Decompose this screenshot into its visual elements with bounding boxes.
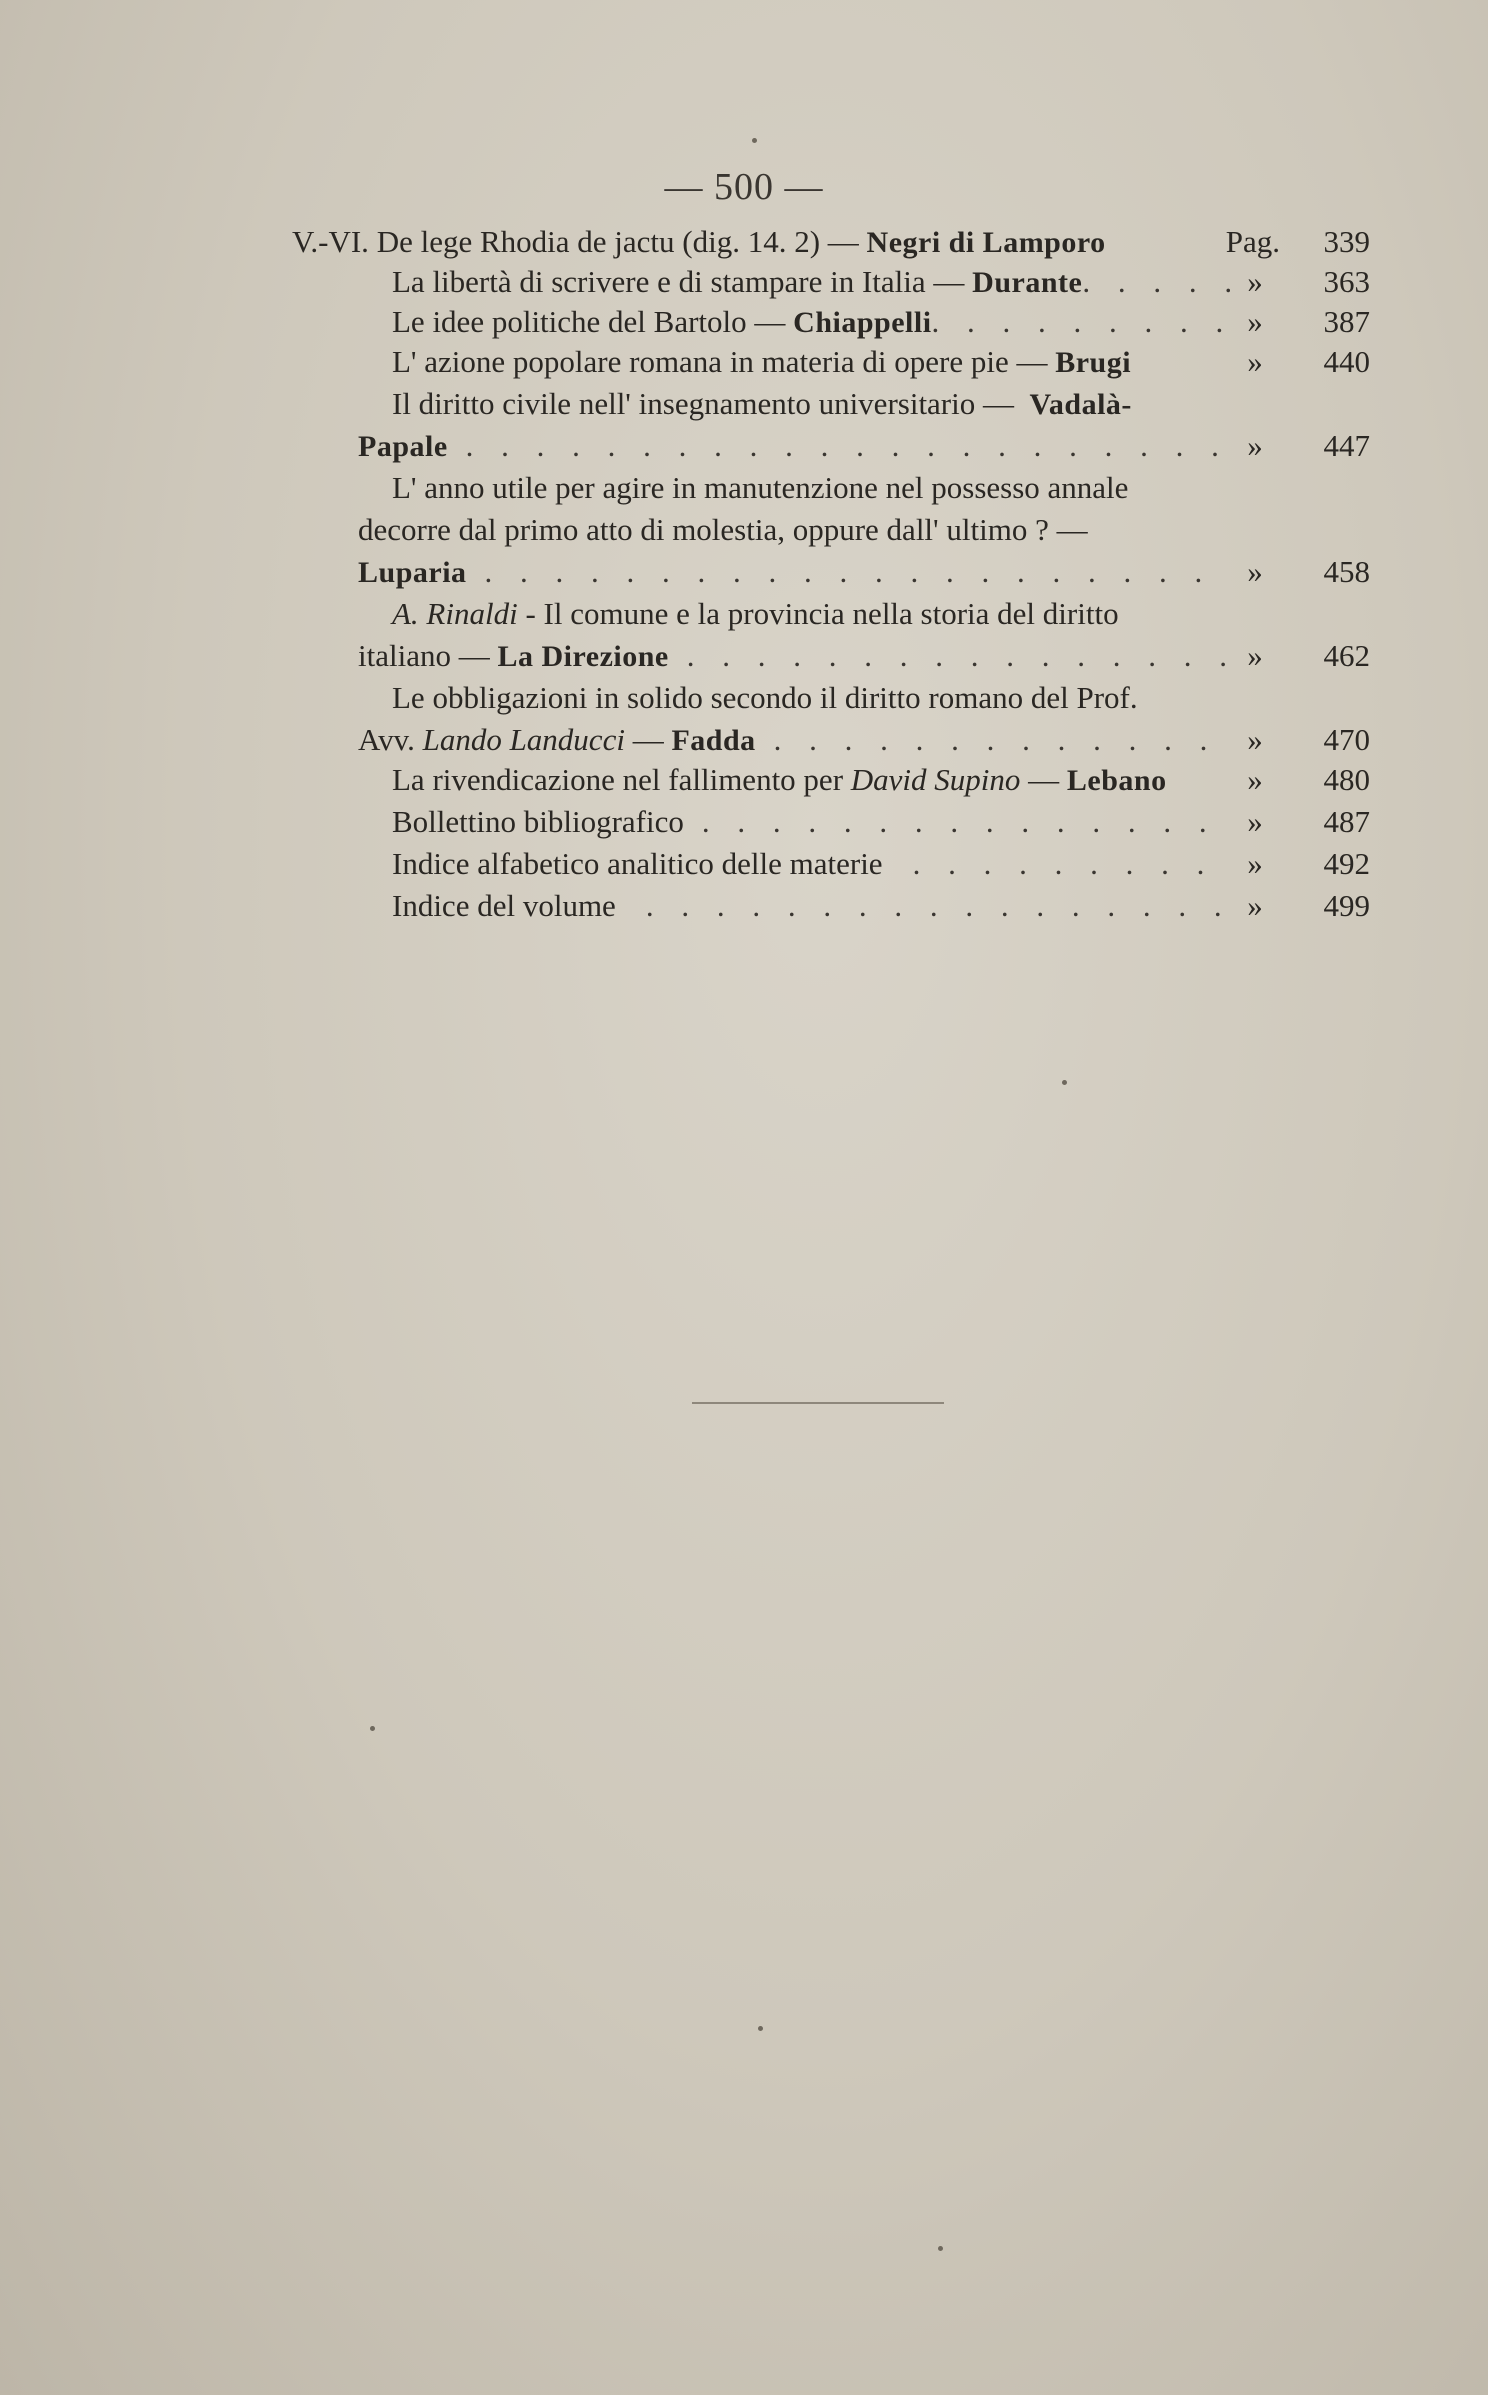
toc-entry-2 xyxy=(392,264,1370,304)
toc-entry-12 xyxy=(392,888,1370,928)
section-rule xyxy=(692,1402,944,1404)
paper-speck xyxy=(758,2026,763,2031)
entry-page: 440 xyxy=(1323,344,1370,379)
entry-page: 470 xyxy=(1323,722,1370,757)
entry-reviewed-name: David Supino xyxy=(850,762,1021,797)
entry-page: 363 xyxy=(1323,264,1370,299)
leader-dots xyxy=(702,804,1230,840)
entry-dash: — xyxy=(1028,762,1060,797)
entry-title: Indice del volume xyxy=(392,888,616,923)
entry-author: Chiappelli xyxy=(793,306,932,339)
toc-entry-7-line1 xyxy=(392,596,1119,636)
entry-prefix: V.-VI. xyxy=(292,224,369,259)
entry-title: Il diritto civile nell' insegnamento universitario — xyxy=(392,386,1014,421)
toc-entry-5-line2 xyxy=(358,428,1370,468)
toc-entry-6-line1: L' anno utile per agire in manutenzione nel possesso annale xyxy=(392,470,1129,505)
entry-author-part2: Papale xyxy=(358,430,448,463)
leader-dots xyxy=(646,888,1230,924)
entry-author: La Direzione xyxy=(497,640,669,673)
entry-author: Durante xyxy=(972,266,1083,299)
entry-page: 492 xyxy=(1323,846,1370,881)
entry-author: Negri di Lamporo xyxy=(866,226,1106,259)
paper-speck xyxy=(370,1726,375,1731)
entry-author: Luparia xyxy=(358,556,467,589)
entry-title: Le idee politiche del Bartolo — xyxy=(392,304,786,339)
entry-author-part1: Vadalà- xyxy=(1029,388,1132,421)
toc-entry-1 xyxy=(292,224,1370,264)
entry-page: 499 xyxy=(1323,888,1370,923)
toc-entry-10 xyxy=(392,804,1370,844)
leader-dots xyxy=(687,638,1230,674)
toc-entry-5-line1 xyxy=(392,386,1132,426)
entry-pag-label: Pag. xyxy=(1225,224,1280,259)
entry-reviewed-name: A. Rinaldi xyxy=(392,596,518,631)
entry-title: La rivendicazione nel fallimento per xyxy=(392,762,844,797)
entry-title: De lege Rhodia de jactu (dig. 14. 2) — xyxy=(376,224,859,259)
entry-sep: » xyxy=(1247,638,1263,673)
entry-title: L' azione popolare romana in materia di opere pie — xyxy=(392,344,1048,379)
entry-author: Brugi xyxy=(1055,346,1132,379)
entry-sep: » xyxy=(1247,264,1263,299)
leader-dots xyxy=(913,846,1230,882)
entry-page: 480 xyxy=(1323,762,1370,797)
entry-sep: » xyxy=(1247,304,1263,339)
entry-dash: — xyxy=(632,722,664,757)
entry-sep: » xyxy=(1247,554,1263,589)
entry-author: Lebano xyxy=(1066,764,1167,797)
entry-avv: Avv. xyxy=(358,722,415,757)
entry-page: 462 xyxy=(1323,638,1370,673)
leader-dots xyxy=(1082,264,1230,300)
entry-author: Fadda xyxy=(671,724,756,757)
leader-dots xyxy=(932,304,1230,340)
toc-entry-9 xyxy=(392,762,1370,802)
entry-sep: » xyxy=(1247,722,1263,757)
leader-dots xyxy=(774,722,1230,758)
entry-title: - Il comune e la provincia nella storia del diritto xyxy=(525,596,1119,631)
entry-page: 387 xyxy=(1323,304,1370,339)
entry-sep: » xyxy=(1247,762,1263,797)
entry-sep: » xyxy=(1247,804,1263,839)
entry-sep: » xyxy=(1247,846,1263,881)
toc-entry-7-line2 xyxy=(358,638,1370,678)
entry-sep: » xyxy=(1247,344,1263,379)
entry-title: La libertà di scrivere e di stampare in Italia — xyxy=(392,264,965,299)
paper-speck xyxy=(1062,1080,1067,1085)
entry-title: Indice alfabetico analitico delle materie xyxy=(392,846,883,881)
toc-entry-6-line2: decorre dal primo atto di molestia, oppure dall' ultimo ? — xyxy=(358,512,1088,547)
toc-entry-6-line3 xyxy=(358,554,1370,594)
page-number: — 500 — xyxy=(664,166,824,208)
paper-speck xyxy=(938,2246,943,2251)
paper-speck xyxy=(752,138,757,143)
toc-entry-4 xyxy=(392,344,1370,384)
entry-title-cont: italiano — xyxy=(358,638,490,673)
entry-page: 487 xyxy=(1323,804,1370,839)
entry-page: 458 xyxy=(1323,554,1370,589)
toc-entry-11 xyxy=(392,846,1370,886)
entry-reviewed-name: Lando Landucci xyxy=(422,722,625,757)
entry-page: 339 xyxy=(1323,224,1370,259)
entry-sep: » xyxy=(1247,888,1263,923)
entry-page: 447 xyxy=(1323,428,1370,463)
entry-title: Bollettino bibliografico xyxy=(392,804,684,839)
toc-entry-3 xyxy=(392,304,1370,344)
entry-sep: » xyxy=(1247,428,1263,463)
leader-dots xyxy=(466,428,1230,464)
leader-dots xyxy=(485,554,1230,590)
toc-entry-8-line1: Le obbligazioni in solido secondo il diritto romano del Prof. xyxy=(392,680,1138,715)
toc-entry-8-line2 xyxy=(358,722,1370,762)
